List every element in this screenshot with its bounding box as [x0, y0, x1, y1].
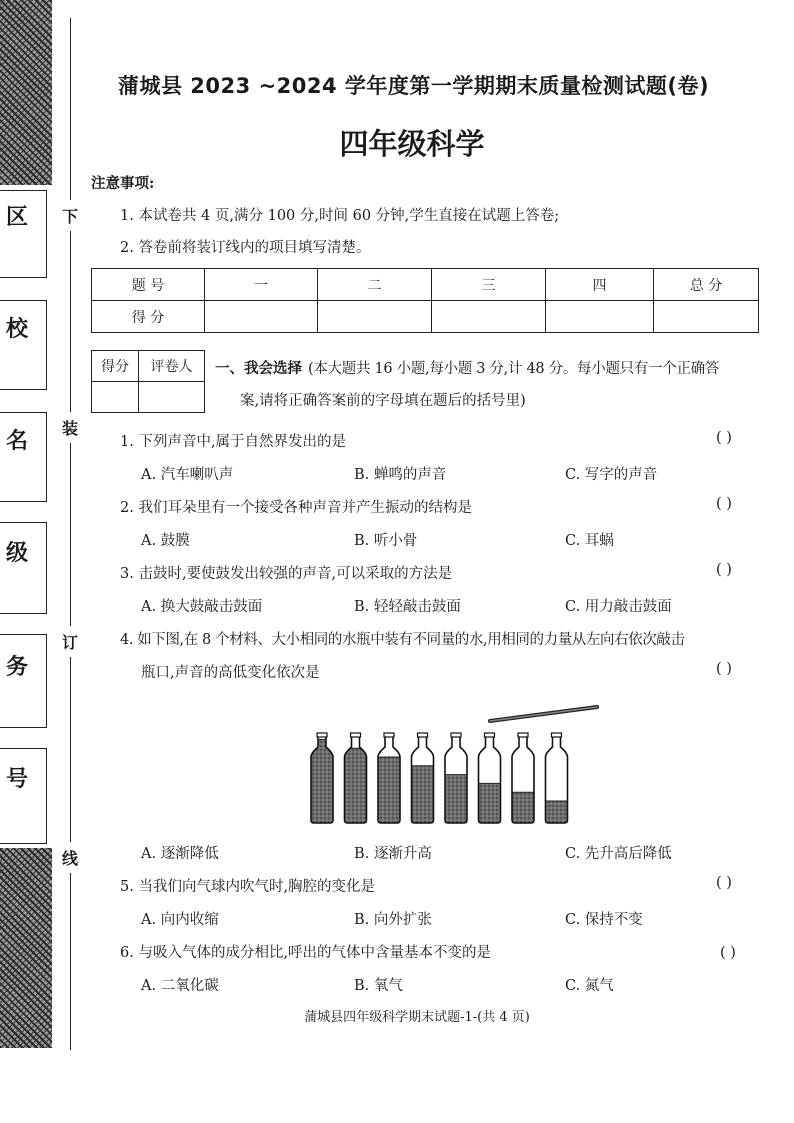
q4-option-a: A. 逐渐降低 [141, 846, 219, 862]
score-cell-4[interactable] [546, 301, 654, 333]
q5-option-a: A. 向内收缩 [141, 912, 219, 928]
notes-item-1: 1. 本试卷共 4 页,满分 100 分,时间 60 分钟,学生直接在试题上答卷; [120, 208, 560, 224]
section1-title: 一、我会选择 [215, 360, 302, 377]
bottle-3 [378, 733, 400, 823]
side-label-grade: 级 [6, 540, 29, 566]
section1-desc-line1: (本大题共 16 小题,每小题 3 分,计 48 分。每小题只有一个正确答 [308, 361, 720, 377]
notes-heading: 注意事项: [91, 175, 155, 192]
binding-char-1: 下 [62, 200, 78, 231]
score-row-label: 得 分 [92, 301, 205, 333]
score-table [91, 268, 759, 333]
q2-option-c: C. 耳蜗 [565, 533, 614, 549]
side-label-name: 名 [6, 428, 29, 454]
striker-stick [490, 707, 597, 721]
side-label-district: 区 [6, 204, 29, 230]
q1-option-b: B. 蝉鸣的声音 [354, 467, 447, 483]
q5-option-c: C. 保持不变 [565, 912, 643, 928]
q1-option-a: A. 汽车喇叭声 [141, 467, 234, 483]
binding-char-3: 订 [62, 626, 78, 657]
score-cell-3[interactable] [432, 301, 546, 333]
side-label-class: 务 [6, 654, 29, 680]
side-field-class[interactable] [0, 634, 47, 728]
bottle-water-3 [378, 757, 400, 823]
bottle-water-2 [345, 748, 367, 823]
question-1: 1. 下列声音中,属于自然界发出的是 [120, 434, 347, 450]
bottle-water-6 [479, 783, 501, 823]
bottle-6 [479, 733, 501, 823]
page-footer: 蒲城县四年级科学期末试题-1-(共 4 页) [304, 1010, 530, 1025]
answer-paren-2[interactable]: ( ) [716, 496, 732, 512]
grader-score-label: 得分 [92, 351, 139, 382]
answer-paren-4[interactable]: ( ) [716, 661, 732, 677]
side-label-school: 校 [6, 316, 29, 342]
question-4-line2: 瓶口,声音的高低变化依次是 [141, 665, 320, 681]
bottle-4 [412, 733, 434, 823]
q6-option-a: A. 二氧化碳 [141, 978, 219, 994]
grader-name-cell[interactable] [139, 382, 205, 413]
score-header-4: 四 [546, 269, 654, 301]
question-5: 5. 当我们向气球内吹气时,胸腔的变化是 [120, 879, 376, 895]
exam-title: 蒲城县 2023 ~2024 学年度第一学期期末质量检测试题(卷) [118, 74, 710, 98]
q2-option-a: A. 鼓膜 [141, 533, 190, 549]
question-3: 3. 击鼓时,要使鼓发出较强的声音,可以采取的方法是 [120, 566, 453, 582]
bottle-7 [512, 733, 534, 823]
bottle-water-7 [512, 792, 534, 823]
notes-item-2: 2. 答卷前将装订线内的项目填写清楚。 [120, 240, 371, 256]
grader-name-label: 评卷人 [139, 351, 205, 382]
answer-paren-5[interactable]: ( ) [716, 875, 732, 891]
score-cell-1[interactable] [205, 301, 318, 333]
question-2: 2. 我们耳朵里有一个接受各种声音并产生振动的结构是 [120, 500, 472, 516]
bottle-water-8 [546, 801, 568, 823]
section1-desc-line2: 案,请将正确答案前的字母填在题后的括号里) [240, 393, 526, 409]
bottle-water-1 [311, 739, 333, 823]
q3-option-b: B. 轻轻敲击鼓面 [354, 599, 461, 615]
q1-option-c: C. 写字的声音 [565, 467, 658, 483]
answer-paren-3[interactable]: ( ) [716, 562, 732, 578]
side-label-number: 号 [6, 766, 29, 792]
score-cell-2[interactable] [318, 301, 432, 333]
grader-table [91, 350, 205, 413]
q3-option-c: C. 用力敲击鼓面 [565, 599, 672, 615]
q5-option-b: B. 向外扩张 [354, 912, 432, 928]
answer-paren-6[interactable]: ( ) [720, 945, 736, 961]
bottle-water-5 [445, 775, 467, 823]
bottle-1 [311, 733, 333, 823]
grader-score-cell[interactable] [92, 382, 139, 413]
bottle-2 [345, 733, 367, 823]
score-header-1: 一 [205, 269, 318, 301]
q6-option-b: B. 氧气 [354, 978, 403, 994]
score-header-3: 三 [432, 269, 546, 301]
binding-char-2: 装 [62, 412, 78, 443]
score-header-total: 总 分 [654, 269, 759, 301]
bottles-figure [300, 705, 600, 827]
bottle-5 [445, 733, 467, 823]
score-cell-total[interactable] [654, 301, 759, 333]
score-header-label: 题 号 [92, 269, 205, 301]
score-header-2: 二 [318, 269, 432, 301]
bottle-8 [546, 733, 568, 823]
binding-line [70, 18, 71, 1050]
question-4: 4. 如下图,在 8 个材料、大小相同的水瓶中装有不同量的水,用相同的力量从左向右依次敲击 [120, 632, 685, 648]
exam-subtitle: 四年级科学 [339, 127, 485, 161]
q6-option-c: C. 氮气 [565, 978, 614, 994]
binding-char-4: 线 [62, 842, 78, 873]
bottles-group [311, 733, 568, 823]
q4-option-c: C. 先升高后降低 [565, 846, 672, 862]
q4-option-b: B. 逐渐升高 [354, 846, 432, 862]
answer-paren-1[interactable]: ( ) [716, 430, 732, 446]
bottle-water-4 [412, 766, 434, 823]
q3-option-a: A. 换大鼓敲击鼓面 [141, 599, 263, 615]
q2-option-b: B. 听小骨 [354, 533, 418, 549]
question-6: 6. 与吸入气体的成分相比,呼出的气体中含量基本不变的是 [120, 945, 492, 961]
